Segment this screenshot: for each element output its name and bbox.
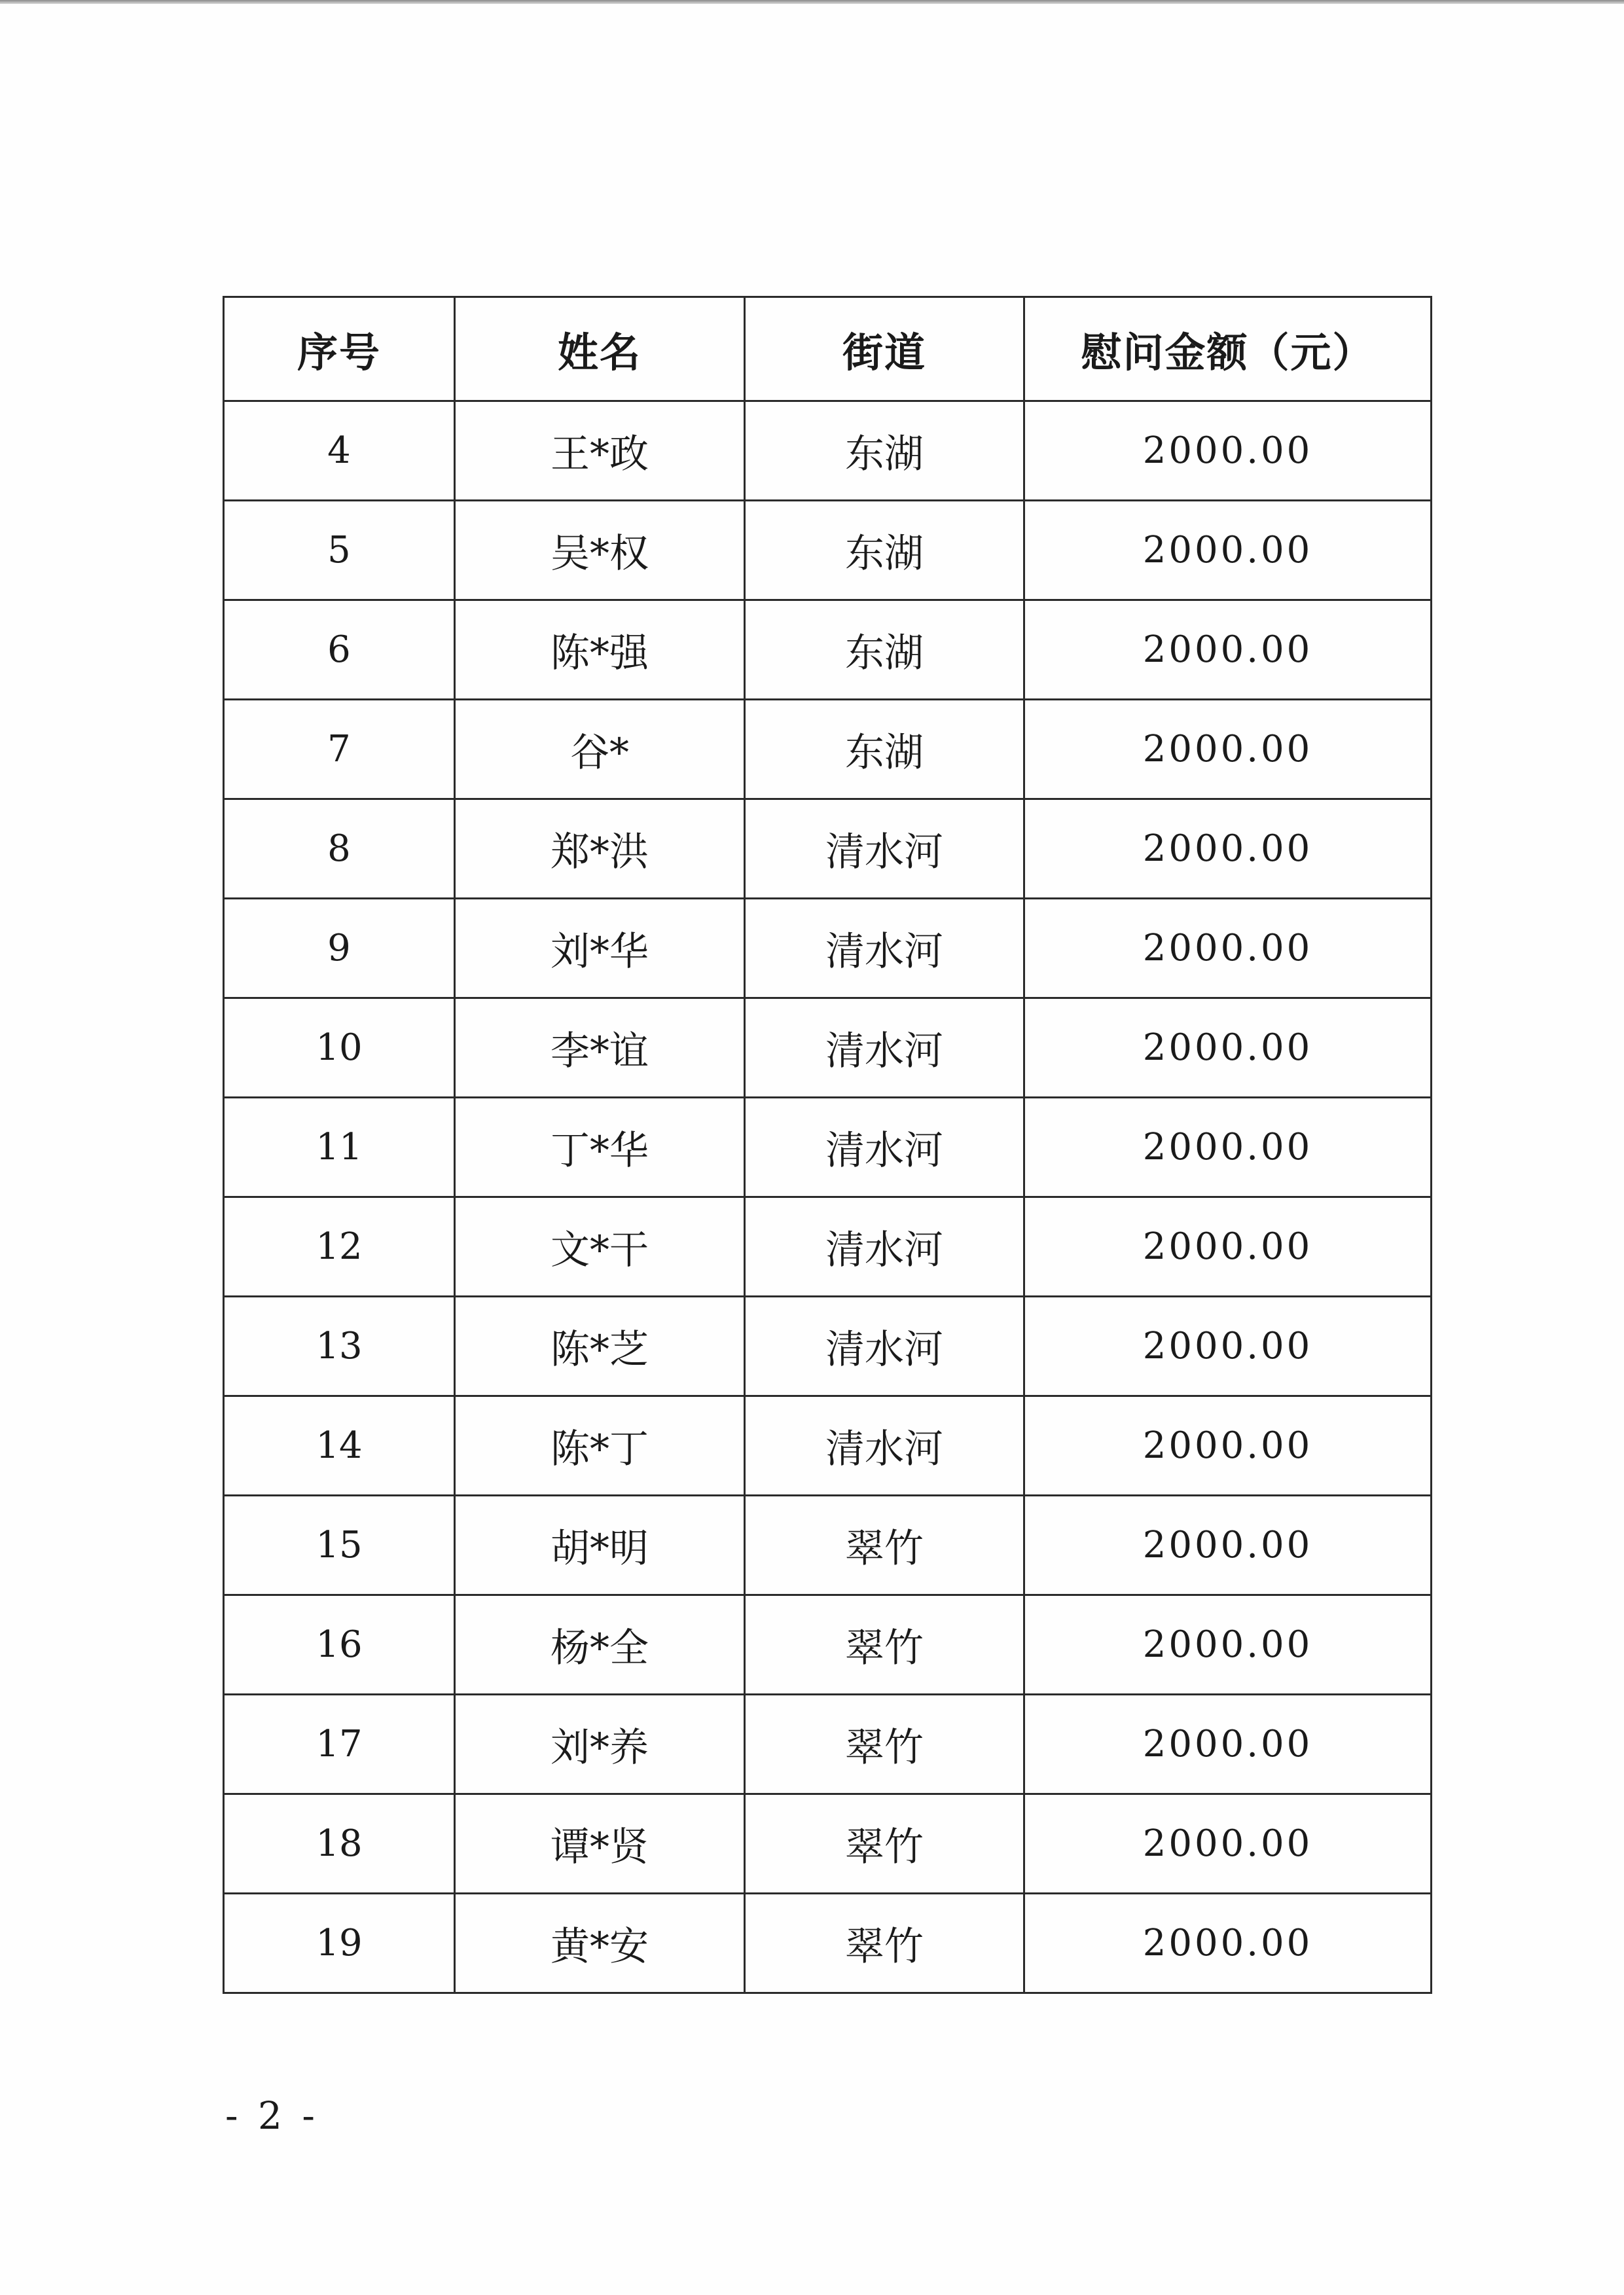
cell-street: 翠竹 bbox=[745, 1794, 1024, 1894]
cell-street: 清水河 bbox=[745, 899, 1024, 998]
table-row bbox=[224, 401, 1432, 501]
cell-amount: 2000.00 bbox=[1024, 1297, 1432, 1396]
cell-index: 4 bbox=[224, 401, 455, 501]
header-street: 街道 bbox=[745, 297, 1024, 401]
cell-street: 清水河 bbox=[745, 1297, 1024, 1396]
table-header-row bbox=[224, 297, 1432, 401]
cell-street: 清水河 bbox=[745, 799, 1024, 899]
cell-name: 陈*强 bbox=[455, 600, 745, 700]
table-row bbox=[224, 1894, 1432, 1993]
cell-street: 清水河 bbox=[745, 998, 1024, 1098]
cell-amount: 2000.00 bbox=[1024, 1496, 1432, 1595]
table-row bbox=[224, 700, 1432, 799]
cell-street: 翠竹 bbox=[745, 1496, 1024, 1595]
cell-name: 王*政 bbox=[455, 401, 745, 501]
cell-street: 清水河 bbox=[745, 1098, 1024, 1197]
cell-index: 12 bbox=[224, 1197, 455, 1297]
table-row bbox=[224, 1098, 1432, 1197]
cell-index: 13 bbox=[224, 1297, 455, 1396]
cell-name: 刘*华 bbox=[455, 899, 745, 998]
cell-street: 东湖 bbox=[745, 600, 1024, 700]
cell-name: 黄*安 bbox=[455, 1894, 745, 1993]
cell-street: 翠竹 bbox=[745, 1595, 1024, 1695]
cell-amount: 2000.00 bbox=[1024, 1894, 1432, 1993]
cell-name: 杨*全 bbox=[455, 1595, 745, 1695]
table-row bbox=[224, 501, 1432, 600]
cell-amount: 2000.00 bbox=[1024, 899, 1432, 998]
table-row bbox=[224, 1794, 1432, 1894]
cell-index: 10 bbox=[224, 998, 455, 1098]
cell-street: 东湖 bbox=[745, 700, 1024, 799]
cell-index: 6 bbox=[224, 600, 455, 700]
cell-name: 陈*丁 bbox=[455, 1396, 745, 1496]
cell-street: 清水河 bbox=[745, 1197, 1024, 1297]
cell-amount: 2000.00 bbox=[1024, 799, 1432, 899]
cell-index: 18 bbox=[224, 1794, 455, 1894]
cell-index: 11 bbox=[224, 1098, 455, 1197]
cell-name: 谭*贤 bbox=[455, 1794, 745, 1894]
header-index: 序号 bbox=[224, 297, 455, 401]
cell-amount: 2000.00 bbox=[1024, 1197, 1432, 1297]
cell-index: 9 bbox=[224, 899, 455, 998]
cell-name: 文*干 bbox=[455, 1197, 745, 1297]
table-row bbox=[224, 1695, 1432, 1794]
table-row bbox=[224, 799, 1432, 899]
cell-street: 清水河 bbox=[745, 1396, 1024, 1496]
cell-amount: 2000.00 bbox=[1024, 1396, 1432, 1496]
cell-index: 15 bbox=[224, 1496, 455, 1595]
cell-index: 7 bbox=[224, 700, 455, 799]
table-row bbox=[224, 899, 1432, 998]
cell-name: 刘*养 bbox=[455, 1695, 745, 1794]
scan-edge bbox=[0, 0, 1624, 4]
table-row bbox=[224, 1297, 1432, 1396]
header-amount: 慰问金额（元） bbox=[1024, 297, 1432, 401]
cell-amount: 2000.00 bbox=[1024, 1794, 1432, 1894]
table-body bbox=[224, 401, 1432, 1993]
cell-index: 16 bbox=[224, 1595, 455, 1695]
cell-index: 8 bbox=[224, 799, 455, 899]
table-row bbox=[224, 600, 1432, 700]
cell-name: 丁*华 bbox=[455, 1098, 745, 1197]
cell-name: 郑*洪 bbox=[455, 799, 745, 899]
cell-street: 东湖 bbox=[745, 401, 1024, 501]
cell-name: 陈*芝 bbox=[455, 1297, 745, 1396]
cell-amount: 2000.00 bbox=[1024, 1695, 1432, 1794]
cell-name: 吴*权 bbox=[455, 501, 745, 600]
cell-amount: 2000.00 bbox=[1024, 501, 1432, 600]
cell-amount: 2000.00 bbox=[1024, 700, 1432, 799]
cell-amount: 2000.00 bbox=[1024, 401, 1432, 501]
cell-name: 李*谊 bbox=[455, 998, 745, 1098]
table-row bbox=[224, 998, 1432, 1098]
cell-amount: 2000.00 bbox=[1024, 1098, 1432, 1197]
relief-table bbox=[223, 296, 1432, 1994]
cell-index: 17 bbox=[224, 1695, 455, 1794]
table-row bbox=[224, 1396, 1432, 1496]
cell-index: 14 bbox=[224, 1396, 455, 1496]
table-row bbox=[224, 1197, 1432, 1297]
page-number: - 2 - bbox=[225, 2093, 319, 2138]
cell-name: 谷* bbox=[455, 700, 745, 799]
cell-amount: 2000.00 bbox=[1024, 600, 1432, 700]
cell-index: 19 bbox=[224, 1894, 455, 1993]
cell-street: 翠竹 bbox=[745, 1695, 1024, 1794]
table-row bbox=[224, 1496, 1432, 1595]
cell-amount: 2000.00 bbox=[1024, 998, 1432, 1098]
cell-index: 5 bbox=[224, 501, 455, 600]
header-name: 姓名 bbox=[455, 297, 745, 401]
cell-amount: 2000.00 bbox=[1024, 1595, 1432, 1695]
cell-street: 东湖 bbox=[745, 501, 1024, 600]
cell-name: 胡*明 bbox=[455, 1496, 745, 1595]
cell-street: 翠竹 bbox=[745, 1894, 1024, 1993]
table-row bbox=[224, 1595, 1432, 1695]
